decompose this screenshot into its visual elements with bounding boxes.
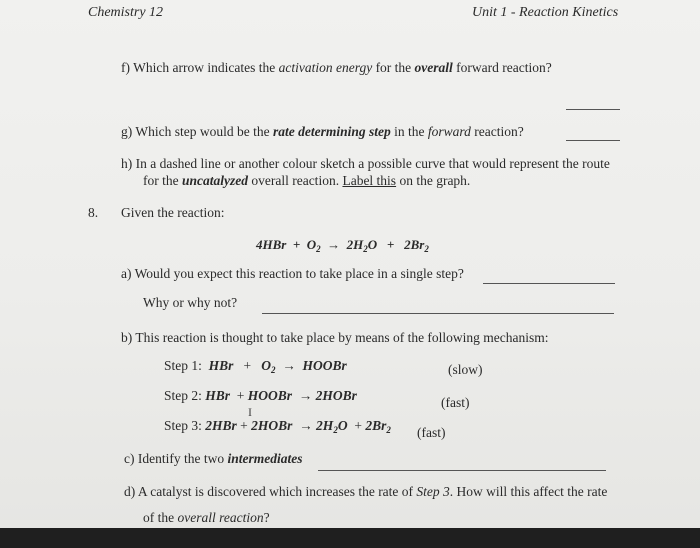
- plus-sign: +: [240, 418, 248, 433]
- question-8c: [124, 451, 302, 467]
- plus-sign: +: [386, 237, 395, 252]
- question-8a-label: a): [121, 266, 132, 281]
- question-8c-text: Identify the two: [137, 451, 228, 466]
- step-3-rate: (fast): [417, 425, 446, 440]
- question-8-intro: Given the reaction:: [121, 205, 225, 220]
- question-h-text: In a dashed line or another colour sketch a possible curve that would represent the route: [135, 156, 610, 171]
- step-1-reactant-2: $O_2$: [261, 358, 276, 375]
- question-f-text-mid: for the: [372, 60, 415, 75]
- step-3-product-br2: $2Br_2$: [365, 418, 391, 435]
- question-f: [121, 60, 552, 76]
- step-2-reactant-2: HOOBr: [247, 388, 293, 403]
- question-8b-label: b): [121, 330, 133, 345]
- question-h-line1: [121, 156, 610, 172]
- question-8d-line2-end: ?: [263, 510, 270, 525]
- question-8c-label: c): [124, 451, 135, 466]
- question-8d-line2-start: of the: [143, 510, 178, 525]
- step-3-reactant-2: 2HOBr: [251, 418, 293, 433]
- question-g: [121, 124, 524, 140]
- question-g-label: g): [121, 124, 133, 139]
- question-8b-text: This reaction is thought to take place by means of the following mechanism:: [135, 330, 549, 345]
- step-1-product: HOOBr: [302, 358, 347, 373]
- question-h-line2-start: for the: [143, 173, 182, 188]
- label-this-term: Label this: [342, 173, 397, 188]
- answer-line-f: [566, 109, 620, 110]
- plus-sign: +: [243, 358, 252, 373]
- question-8d-line2: [143, 510, 270, 526]
- text-cursor-icon: I: [248, 405, 252, 419]
- course-title: Chemistry 12: [88, 5, 164, 20]
- product-br2: $2Br_2$: [404, 237, 429, 254]
- question-f-text: Which arrow indicates the: [133, 60, 279, 75]
- unit-title: Unit 1 - Reaction Kinetics: [472, 5, 619, 20]
- question-8d-text-end: . How will this affect the rate: [449, 484, 608, 499]
- step-2-label: Step 2:: [164, 388, 202, 403]
- mechanism-step-1: [164, 358, 347, 374]
- question-g-text: Which step would be the: [135, 124, 273, 139]
- answer-line-8a: [483, 283, 615, 284]
- rate-determining-term: rate determining step: [272, 124, 391, 139]
- step-3-term: Step 3: [416, 484, 450, 499]
- step-1-rate: (slow): [448, 362, 483, 377]
- question-f-label: f): [121, 60, 130, 75]
- uncatalyzed-term: uncatalyzed: [181, 173, 248, 188]
- step-3-product-water: $2H_2O$: [316, 418, 348, 435]
- question-g-text-end: reaction?: [470, 124, 524, 139]
- mechanism-step-3: [164, 418, 391, 434]
- reaction-arrow-icon: →: [298, 388, 313, 403]
- reaction-arrow-icon: →: [282, 358, 296, 373]
- overall-term: overall: [414, 60, 453, 75]
- question-8d: [124, 484, 607, 500]
- step-1-reactant-1: HBr: [208, 358, 234, 373]
- why-prompt: Why or why not?: [143, 295, 238, 310]
- plus-sign: +: [236, 388, 245, 403]
- plus-sign: +: [354, 418, 362, 433]
- question-h-line2-mid: overall reaction.: [247, 173, 343, 188]
- mechanism-step-2: [164, 388, 357, 404]
- reactant-o2: $O_2$: [306, 237, 321, 254]
- step-2-rate: (fast): [441, 395, 470, 410]
- question-8a: [121, 266, 464, 282]
- answer-line-g: [566, 140, 620, 141]
- question-f-text-end: forward reaction?: [452, 60, 552, 75]
- activation-energy-term: activation energy: [278, 60, 373, 75]
- question-8a-text: Would you expect this reaction to take place in a single step?: [134, 266, 464, 281]
- product-water: $2H_2O$: [346, 237, 378, 254]
- question-8d-text: A catalyst is discovered which increases the rate of: [137, 484, 417, 499]
- plus-sign: +: [292, 237, 301, 252]
- intermediates-term: intermediates: [227, 451, 303, 466]
- overall-reaction-term: overall reaction: [177, 510, 264, 525]
- question-h-label: h): [121, 156, 133, 171]
- step-3-reactant-1: 2HBr: [205, 418, 237, 433]
- main-reaction-equation: [256, 237, 429, 253]
- answer-line-why: [262, 313, 614, 314]
- question-g-text-mid: in the: [390, 124, 428, 139]
- reaction-arrow-icon: →: [327, 237, 341, 252]
- step-3-label: Step 3:: [164, 418, 202, 433]
- question-h-line2: [143, 173, 470, 189]
- step-1-label: Step 1:: [164, 358, 202, 373]
- question-h-line2-end: on the graph.: [396, 173, 471, 188]
- step-2-reactant-1: HBr: [205, 388, 231, 403]
- question-8b: [121, 330, 549, 346]
- reaction-arrow-icon: →: [299, 418, 313, 433]
- step-2-product: 2HOBr: [315, 388, 357, 403]
- forward-term: forward: [427, 124, 471, 139]
- answer-line-8c: [318, 470, 606, 471]
- question-8-number: 8.: [88, 205, 99, 220]
- reactant-hbr: 4HBr: [256, 237, 287, 252]
- question-8d-label: d): [124, 484, 136, 499]
